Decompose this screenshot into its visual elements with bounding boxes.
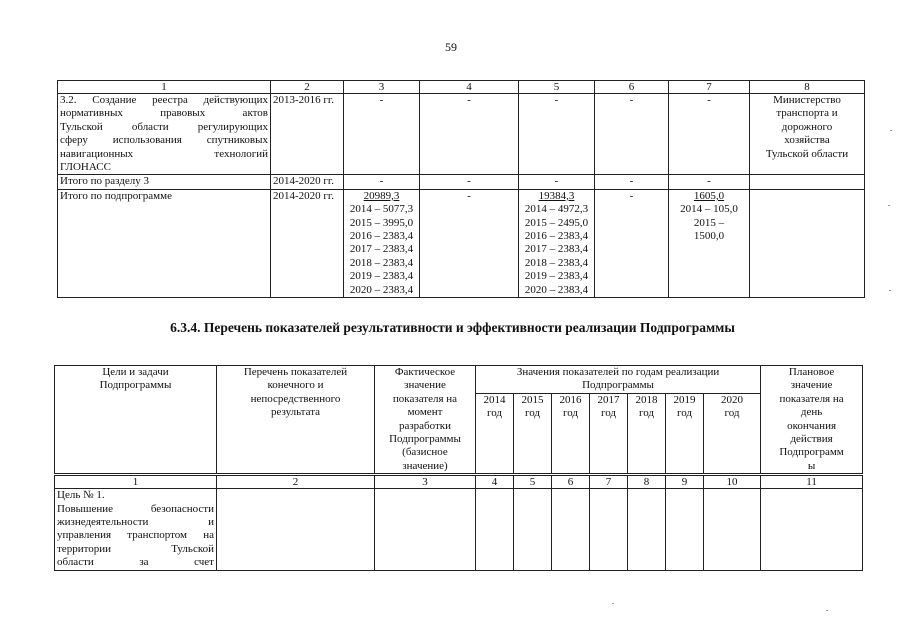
header-line: показателя на xyxy=(779,392,844,405)
activity-name-line: ГЛОНАСС xyxy=(60,161,111,174)
year-header xyxy=(476,394,514,475)
col-number: 2 xyxy=(271,81,344,94)
year-value: 2014 – 105,0 xyxy=(680,203,738,216)
year-header xyxy=(666,394,704,475)
empty-cell xyxy=(552,489,590,570)
period-cell: 2014-2020 гг. xyxy=(271,175,344,189)
empty-cell xyxy=(761,489,863,570)
header-planned-value xyxy=(761,366,863,475)
activity-name-cell xyxy=(58,94,271,175)
year-label: 2019 xyxy=(673,394,696,406)
year-header xyxy=(704,394,761,475)
value-cell: - xyxy=(344,175,420,189)
header-years-group xyxy=(476,366,761,394)
col-number: 4 xyxy=(420,81,519,94)
year-value: 2018 – 2383,4 xyxy=(524,256,589,269)
year-value: 2014 – 4972,3 xyxy=(524,203,589,216)
year-unit: год xyxy=(638,407,655,420)
header-line: Плановое xyxy=(788,366,835,378)
value-cell: - xyxy=(595,189,669,297)
year-value: 1500,0 xyxy=(693,230,725,243)
value-cell: - xyxy=(519,175,595,189)
table-row xyxy=(58,94,865,175)
year-label: 2014 xyxy=(483,394,506,406)
col-number: 9 xyxy=(666,475,704,489)
header-line: (базисное xyxy=(402,446,448,459)
col-number: 5 xyxy=(514,475,552,489)
col-number: 11 xyxy=(761,475,863,489)
scan-speck xyxy=(612,603,614,604)
header-line: день xyxy=(800,406,823,419)
value-cell: - xyxy=(519,94,595,175)
empty-cell xyxy=(750,189,865,297)
empty-cell xyxy=(476,489,514,570)
value-cell: - xyxy=(595,175,669,189)
header-line: Подпрограммы xyxy=(582,379,654,392)
header-goals xyxy=(55,366,217,475)
header-actual-value xyxy=(375,366,476,475)
year-header xyxy=(552,394,590,475)
executor-line: Министерство xyxy=(773,94,841,106)
regional-funding-cell xyxy=(519,189,595,297)
section-total-label: Итого по разделу 3 xyxy=(58,175,271,189)
column-number-row xyxy=(58,81,865,94)
header-line: Подпрограммы xyxy=(99,379,172,392)
header-line: значение xyxy=(404,379,446,392)
year-unit: год xyxy=(524,407,541,420)
col-number: 3 xyxy=(344,81,420,94)
year-value: 2020 – 2383,4 xyxy=(349,283,414,296)
value-cell: - xyxy=(420,94,519,175)
year-unit: год xyxy=(600,407,617,420)
goal-cell xyxy=(55,489,217,570)
header-line: Значения показателей по годам реализации xyxy=(516,366,720,378)
value-cell: - xyxy=(420,189,519,297)
year-value: 2019 – 2383,4 xyxy=(349,270,414,283)
goal-line: Повышение безопасности xyxy=(57,502,214,515)
empty-cell xyxy=(704,489,761,570)
empty-cell xyxy=(750,175,865,189)
total-value: 19384,3 xyxy=(538,189,575,202)
year-label: 2017 xyxy=(597,394,620,406)
col-number: 6 xyxy=(552,475,590,489)
year-header xyxy=(514,394,552,475)
goal-line: области за счет xyxy=(57,556,214,569)
year-unit: год xyxy=(486,407,503,420)
subprogram-activities-table xyxy=(57,80,865,298)
year-unit: год xyxy=(676,407,693,420)
year-label: 2016 xyxy=(559,394,582,406)
value-cell: - xyxy=(420,175,519,189)
table-row xyxy=(58,175,865,189)
activity-name-line: Тульской области регулирующих xyxy=(60,120,268,133)
col-number: 7 xyxy=(669,81,750,94)
empty-cell xyxy=(590,489,628,570)
goal-line: Цель № 1. xyxy=(57,489,105,502)
section-heading: 6.3.4. Перечень показателей результативности и эффективности реализации Подпрограммы xyxy=(170,320,735,335)
year-value: 2018 – 2383,4 xyxy=(349,256,414,269)
total-value: 20989,3 xyxy=(363,189,400,202)
other-funding-cell xyxy=(669,189,750,297)
col-number: 7 xyxy=(590,475,628,489)
year-label: 2018 xyxy=(635,394,658,406)
empty-cell xyxy=(217,489,375,570)
value-cell: - xyxy=(344,94,420,175)
total-funding-cell xyxy=(344,189,420,297)
col-number: 8 xyxy=(750,81,865,94)
header-line: Фактическое xyxy=(394,366,456,378)
header-line: окончания xyxy=(787,419,837,432)
goal-line: жизнедеятельности и xyxy=(57,516,214,529)
header-line: значение) xyxy=(402,459,448,472)
col-number: 10 xyxy=(704,475,761,489)
empty-cell xyxy=(666,489,704,570)
year-value: 2015 – 2495,0 xyxy=(524,216,589,229)
scan-speck xyxy=(888,205,890,206)
value-cell: - xyxy=(595,94,669,175)
executor-line: Тульской области xyxy=(765,147,849,160)
goal-line: управления транспортом на xyxy=(57,529,214,542)
table-row xyxy=(55,489,863,570)
header-line: Перечень показателей xyxy=(243,366,348,378)
activity-name-line: нормативных правовых актов xyxy=(60,107,268,120)
header-line: момент xyxy=(407,406,443,419)
year-value: 2015 – xyxy=(693,216,725,229)
year-unit: год xyxy=(724,407,740,420)
subprogram-total-label: Итого по подпрограмме xyxy=(58,189,271,297)
empty-cell xyxy=(628,489,666,570)
header-line: показателя на xyxy=(392,392,458,405)
col-number: 2 xyxy=(217,475,375,489)
header-line: действия xyxy=(790,433,833,446)
scan-speck xyxy=(826,610,828,611)
header-line: Подпрограммы xyxy=(389,433,461,446)
empty-cell xyxy=(514,489,552,570)
header-line: разработки xyxy=(398,419,452,432)
executor-line: хозяйства xyxy=(784,134,830,147)
year-label: 2015 xyxy=(521,394,544,406)
header-line: Подпрограмм xyxy=(779,446,844,459)
year-header xyxy=(628,394,666,475)
executor-line: транспорта и xyxy=(776,107,838,120)
total-value: 1605,0 xyxy=(693,189,725,202)
period-cell: 2014-2020 гг. xyxy=(271,189,344,297)
column-number-row xyxy=(55,475,863,489)
empty-cell xyxy=(375,489,476,570)
header-line: результата xyxy=(270,406,321,419)
executor-cell xyxy=(750,94,865,175)
col-number: 5 xyxy=(519,81,595,94)
year-value: 2016 – 2383,4 xyxy=(524,230,589,243)
header-line: Цели и задачи xyxy=(102,366,169,378)
year-value: 2019 – 2383,4 xyxy=(524,270,589,283)
col-number: 3 xyxy=(375,475,476,489)
header-row xyxy=(55,366,863,394)
table-row xyxy=(58,189,865,297)
year-value: 2015 – 3995,0 xyxy=(349,216,414,229)
indicators-table xyxy=(54,365,863,571)
header-line: конечного и xyxy=(267,379,324,392)
year-value: 2017 – 2383,4 xyxy=(349,243,414,256)
year-label: 2020 xyxy=(721,394,744,406)
scan-speck xyxy=(889,290,891,291)
page-number: 59 xyxy=(445,40,457,54)
col-number: 1 xyxy=(58,81,271,94)
year-value: 2016 – 2383,4 xyxy=(349,230,414,243)
period-cell: 2013-2016 гг. xyxy=(271,94,344,175)
executor-line: дорожного xyxy=(781,120,833,133)
year-header xyxy=(590,394,628,475)
year-value: 2020 – 2383,4 xyxy=(524,283,589,296)
scan-speck xyxy=(890,130,892,131)
header-line: значение xyxy=(790,379,833,392)
header-line: непосредственного xyxy=(250,392,341,405)
col-number: 4 xyxy=(476,475,514,489)
header-line: ы xyxy=(807,459,816,472)
year-value: 2017 – 2383,4 xyxy=(524,243,589,256)
year-unit: год xyxy=(562,407,579,420)
activity-name-line: сферу использования спутниковых xyxy=(60,134,268,147)
value-cell: - xyxy=(669,94,750,175)
activity-name-line: 3.2. Создание реестра действующих xyxy=(60,94,268,106)
activity-name-line: навигационных технологий xyxy=(60,147,268,160)
col-number: 1 xyxy=(55,475,217,489)
year-value: 2014 – 5077,3 xyxy=(349,203,414,216)
value-cell: - xyxy=(669,175,750,189)
header-indicators xyxy=(217,366,375,475)
col-number: 8 xyxy=(628,475,666,489)
col-number: 6 xyxy=(595,81,669,94)
goal-line: территории Тульской xyxy=(57,542,214,555)
